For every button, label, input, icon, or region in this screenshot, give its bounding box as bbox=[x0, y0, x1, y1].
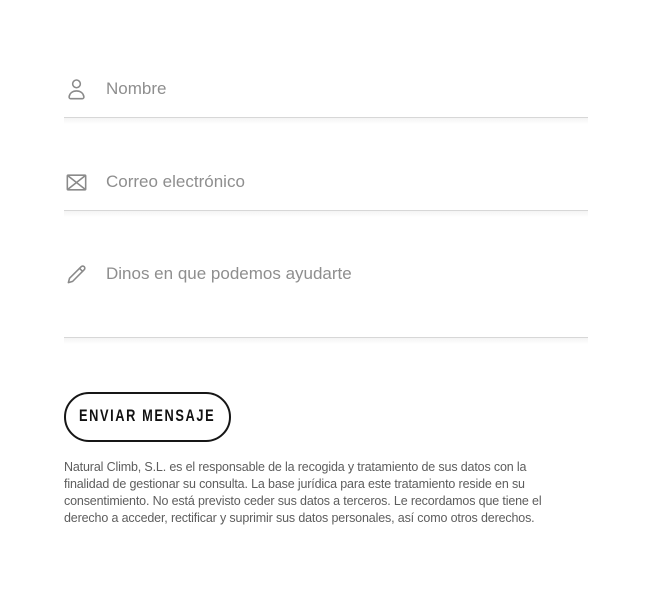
message-input[interactable] bbox=[106, 262, 588, 322]
legal-line: finalidad de gestionar su consulta. La base jurídica para este tratamiento reside en su bbox=[64, 477, 525, 491]
email-field-row bbox=[64, 169, 588, 211]
name-field-row bbox=[64, 76, 588, 118]
send-message-button-label: ENVIAR MENSAJE bbox=[79, 407, 216, 426]
pencil-icon bbox=[64, 262, 89, 287]
legal-line: derecho a acceder, rectificar y suprimir sus datos personales, así como otros derechos. bbox=[64, 511, 535, 525]
send-message-button[interactable] bbox=[64, 392, 231, 442]
legal-line: Natural Climb, S.L. es el responsable de la recogida y tratamiento de sus datos con la bbox=[64, 460, 527, 474]
email-input[interactable] bbox=[106, 169, 588, 195]
legal-line: consentimiento. No está previsto ceder sus datos a terceros. Le recordamos que tiene el bbox=[64, 494, 542, 508]
person-icon bbox=[64, 77, 89, 102]
privacy-legal-text bbox=[64, 459, 588, 527]
message-field-row bbox=[64, 262, 588, 338]
envelope-icon bbox=[64, 170, 89, 195]
contact-form bbox=[64, 76, 588, 527]
name-input[interactable] bbox=[106, 76, 588, 102]
